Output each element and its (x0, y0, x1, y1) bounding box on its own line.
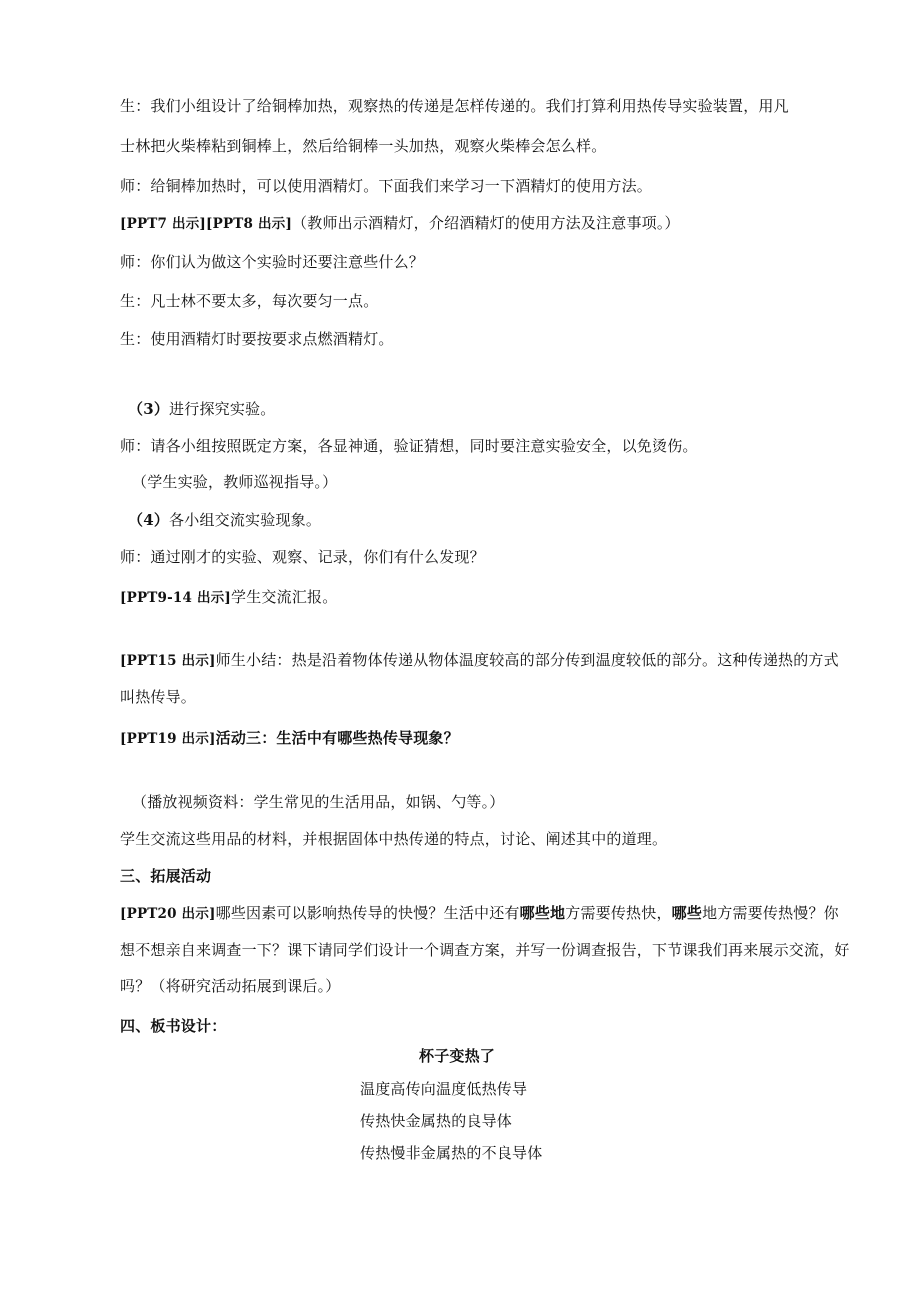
step-number: （3） (128, 400, 170, 418)
section-heading-board: 四、板书设计： (120, 1017, 227, 1035)
ppt-marker: [PPT20 出示] (120, 906, 216, 922)
paragraph-text: 哪些因素可以影响热传导的快慢？生活中还有 (215, 904, 520, 922)
ppt-line (120, 213, 680, 234)
paragraph-line: 学生交流这些用品的材料，并根据固体中热传递的特点，讨论、阐述其中的道理。 (120, 830, 668, 848)
bold-text: 哪些地 (519, 904, 566, 922)
paragraph-line: 叫热传导。 (120, 688, 197, 706)
board-title: 杯子变热了 (419, 1047, 496, 1065)
step-line (128, 399, 275, 419)
paragraph-line: 想不想亲自来调查一下？课下请同学们设计一个调查方案，并写一份调查报告，下节课我们再来展示交流，好 (120, 941, 850, 959)
activity-heading-text: 活动三：生活中有哪些热传导现象？ (215, 729, 459, 747)
ppt-marker: [PPT7 出示][PPT8 出示] (120, 216, 293, 232)
dialogue-line: 师：通过刚才的实验、观察、记录，你们有什么发现？ (120, 548, 485, 566)
activity-heading (120, 728, 459, 749)
paragraph-text: 方需要传热快， (565, 904, 672, 922)
section-heading-extension: 三、拓展活动 (120, 867, 212, 885)
ppt-marker: [PPT9-14 出示] (120, 590, 232, 606)
bold-text: 哪些 (671, 904, 703, 922)
dialogue-line: 生：我们小组设计了给铜棒加热，观察热的传递是怎样传递的。我们打算利用热传导实验装置，用凡 (120, 97, 789, 115)
dialogue-line: 师：请各小组按照既定方案，各显神通，验证猜想，同时要注意实验安全，以免烫伤。 (120, 437, 698, 455)
dialogue-line: 师：给铜棒加热时，可以使用酒精灯。下面我们来学习一下酒精灯的使用方法。 (120, 177, 653, 195)
ppt-line-text: 师生小结：热是沿着物体传递从物体温度较高的部分传到温度较低的部分。这种传递热的方式 (215, 651, 839, 669)
dialogue-line: 士林把火柴棒粘到铜棒上，然后给铜棒一头加热，观察火柴棒会怎么样。 (120, 137, 607, 155)
ppt-line-text: 学生交流汇报。 (231, 588, 338, 606)
paragraph-line (120, 903, 839, 924)
note-line: （播放视频资料：学生常见的生活用品，如锅、勺等。） (132, 793, 505, 811)
ppt-line (120, 650, 839, 671)
step-text: 各小组交流实验现象。 (169, 511, 322, 529)
note-line: （学生实验，教师巡视指导。） (132, 473, 338, 491)
board-line: 温度高传向温度低热传导 (360, 1080, 528, 1098)
dialogue-line: 生：使用酒精灯时要按要求点燃酒精灯。 (120, 330, 394, 348)
step-line (128, 510, 321, 530)
dialogue-line: 师：你们认为做这个实验时还要注意些什么？ (120, 253, 425, 271)
ppt-marker: [PPT19 出示] (120, 731, 216, 747)
step-number: （4） (128, 511, 170, 529)
board-line: 传热快金属热的良导体 (360, 1112, 513, 1130)
board-line: 传热慢非金属热的不良导体 (360, 1144, 543, 1162)
ppt-line (120, 587, 337, 608)
step-text: 进行探究实验。 (169, 400, 276, 418)
ppt-line-text: （教师出示酒精灯，介绍酒精灯的使用方法及注意事项。） (292, 214, 680, 232)
ppt-marker: [PPT15 出示] (120, 653, 216, 669)
dialogue-line: 生：凡士林不要太多，每次要匀一点。 (120, 292, 379, 310)
paragraph-text: 地方需要传热慢？你 (702, 904, 839, 922)
paragraph-line: 吗？（将研究活动拓展到课后。） (120, 977, 341, 995)
